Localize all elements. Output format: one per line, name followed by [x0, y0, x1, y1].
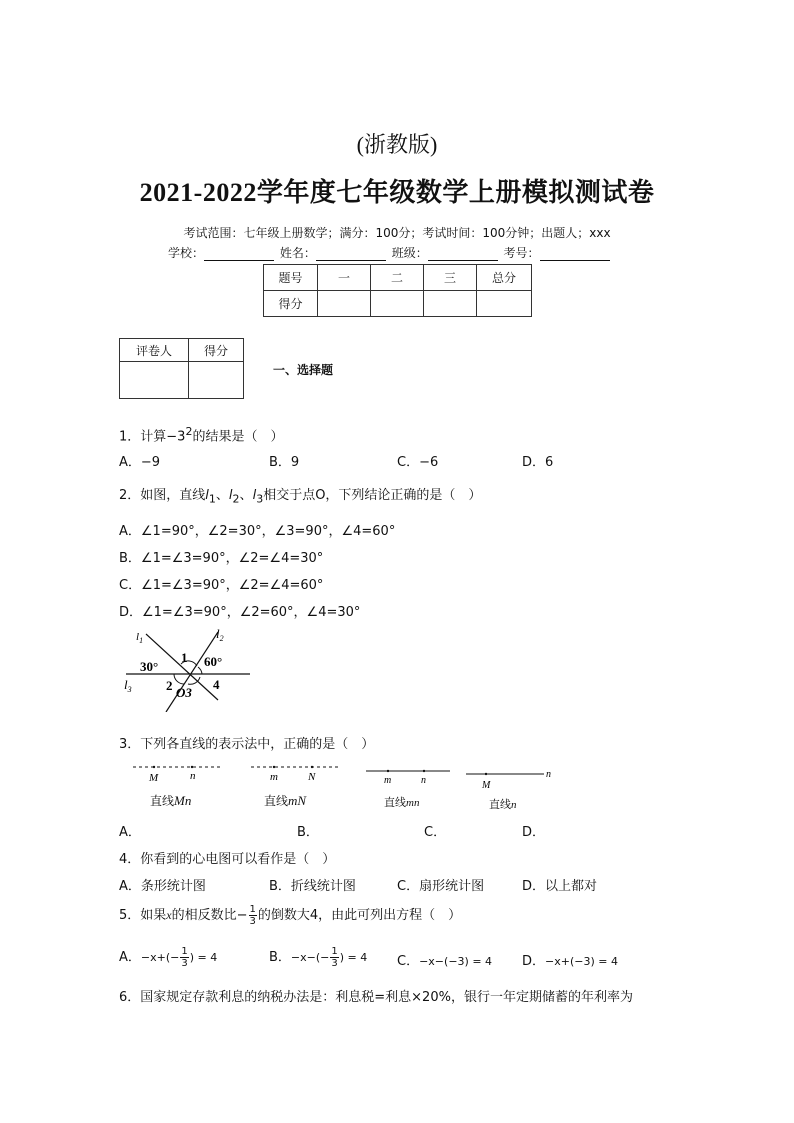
label-l1: $l_1$	[136, 631, 144, 645]
reviewer-cell[interactable]	[120, 362, 189, 399]
q4-option-b[interactable]: B．折线统计图	[269, 879, 356, 894]
angle-arc	[174, 674, 184, 684]
score-header-cell: 三	[424, 265, 477, 291]
line-l2	[166, 632, 218, 712]
score-header-cell: 二	[371, 265, 424, 291]
question-2	[119, 484, 481, 506]
q5-option-a[interactable]: A．−x+(− $\frac{1}{3}$ ) = 4	[119, 946, 218, 969]
q1-expr: −3	[166, 429, 186, 445]
angle-60-label: 60°	[204, 654, 223, 669]
class-label: 班级：	[391, 246, 428, 260]
q4-option-c[interactable]: C．扇形统计图	[397, 879, 485, 894]
point	[153, 766, 155, 768]
point-label: n	[546, 769, 551, 780]
q2-sub-1: 1	[208, 492, 216, 506]
score-header-cell: 总分	[477, 265, 532, 291]
angle-4-label: 4	[213, 677, 220, 692]
score-row-label: 得分	[264, 291, 318, 317]
q5-stem-mid: 的相反数比	[171, 908, 237, 923]
angle-30-label: 30°	[140, 659, 159, 674]
q5-fraction: $\frac{1}{3}$	[249, 904, 256, 927]
q3-figure-a	[128, 760, 228, 784]
point	[191, 766, 193, 768]
question-3: 3．下列各直线的表示法中，正确的是（ ）	[119, 737, 375, 752]
reviewer-header: 评卷人	[120, 339, 189, 362]
exam-title: 2021-2022学年度七年级数学上册模拟测试卷	[139, 178, 655, 207]
student-info-fields	[168, 244, 610, 261]
score-cell[interactable]	[424, 291, 477, 317]
q1-stem-end: 的结果是（ ）	[192, 429, 284, 445]
reviewer-score-header: 得分	[189, 339, 244, 362]
q3-figure-b	[246, 760, 346, 784]
point	[485, 773, 487, 775]
point-label: m	[384, 775, 392, 786]
q1-option-b[interactable]: B．9	[269, 455, 300, 470]
score-cell[interactable]	[371, 291, 424, 317]
q1-option-d[interactable]: D．6	[522, 455, 554, 470]
point-label: N	[308, 771, 316, 783]
q3-caption-b: 直线mN	[264, 793, 307, 808]
point	[423, 770, 425, 772]
number-blank[interactable]	[540, 247, 610, 261]
label-l3: $l_3$	[124, 677, 132, 694]
q2-line-l1: l	[205, 488, 209, 503]
q1-option-c[interactable]: C．−6	[397, 455, 439, 470]
q2-stem: 2．如图，直线	[119, 488, 206, 503]
q3-figure-d	[464, 765, 559, 791]
q5-minus: −	[236, 908, 248, 923]
q2-option-d[interactable]: D．∠1=∠3=90°，∠2=60°，∠4=30°	[119, 605, 361, 620]
reviewer-score-cell[interactable]	[189, 362, 244, 399]
point-label: n	[421, 775, 426, 786]
score-header-cell: 题号	[264, 265, 318, 291]
q1-option-a[interactable]: A．−9	[119, 455, 161, 470]
angle-arc	[198, 667, 202, 674]
q2-line-l3: l	[252, 488, 257, 503]
q2-intersecting-lines-figure	[118, 622, 258, 712]
school-blank[interactable]	[204, 247, 274, 261]
q2-option-b[interactable]: B．∠1=∠3=90°，∠2=∠4=30°	[119, 551, 324, 566]
angle-2-label: 2	[166, 678, 173, 693]
number-label: 考号：	[503, 246, 540, 260]
q1-exponent: 2	[185, 425, 193, 438]
question-5	[119, 904, 461, 927]
q2-sep: 、	[215, 488, 229, 503]
score-cell[interactable]	[318, 291, 371, 317]
q3-option-c[interactable]: C．	[424, 825, 447, 840]
q3-caption-c: 直线mn	[384, 796, 420, 809]
school-label: 学校：	[168, 246, 205, 260]
q5-stem: 5．如果	[119, 908, 167, 923]
q5-variable: x	[166, 908, 172, 922]
q3-caption-d: 直线n	[489, 798, 517, 811]
point-o-angle-3-label: O3	[176, 685, 192, 700]
question-6: 6．国家规定存款利息的纳税办法是：利息税=利息×20%，银行一年定期储蓄的年利率为	[119, 990, 633, 1005]
q4-option-d[interactable]: D．以上都对	[522, 879, 598, 894]
name-blank[interactable]	[316, 247, 386, 261]
q2-stem-end: 相交于点O，下列结论正确的是（ ）	[263, 488, 482, 503]
q2-sub-2: 2	[232, 492, 240, 506]
label-l2: $l_2$	[216, 626, 224, 643]
exam-meta: 考试范围：七年级上册数学；满分：100分；考试时间：100分钟；出题人；xxx	[183, 226, 611, 240]
edition-label: (浙教版)	[356, 132, 438, 157]
score-cell[interactable]	[477, 291, 532, 317]
q3-option-d[interactable]: D．	[522, 825, 546, 840]
q3-option-b[interactable]: B．	[297, 825, 319, 840]
question-1	[119, 425, 283, 444]
q5-stem-end: 的倒数大4，由此可列出方程（ ）	[257, 908, 462, 923]
q3-caption-a: 直线Mn	[150, 793, 192, 808]
point-label: M	[482, 780, 491, 791]
q5-option-d[interactable]: D．−x+(−3) = 4	[522, 954, 618, 969]
section-title: 一、选择题	[273, 363, 334, 377]
q2-option-c[interactable]: C．∠1=∠3=90°，∠2=∠4=60°	[119, 578, 324, 593]
q2-sub-3: 3	[256, 492, 264, 506]
q2-sep: 、	[239, 488, 253, 503]
score-header-cell: 一	[318, 265, 371, 291]
name-label: 姓名：	[279, 246, 316, 260]
q5-option-c[interactable]: C．−x−(−3) = 4	[397, 954, 493, 969]
point	[311, 766, 313, 768]
q2-option-a[interactable]: A．∠1=90°，∠2=30°，∠3=90°，∠4=60°	[119, 524, 396, 539]
question-4: 4．你看到的心电图可以看作是（ ）	[119, 852, 336, 867]
q2-line-l2: l	[228, 488, 233, 503]
point-label: M	[149, 772, 159, 784]
point	[387, 770, 389, 772]
class-blank[interactable]	[428, 247, 498, 261]
point-label: n	[190, 770, 196, 782]
q4-option-a[interactable]: A．条形统计图	[119, 879, 206, 894]
q3-option-a[interactable]: A．	[119, 825, 141, 840]
q5-option-b[interactable]: B．−x−(− $\frac{1}{3}$ ) = 4	[269, 946, 368, 969]
point-label: m	[270, 771, 278, 783]
score-table	[263, 264, 532, 317]
reviewer-table	[119, 338, 244, 399]
angle-1-label: 1	[181, 650, 188, 665]
point	[273, 766, 275, 768]
q1-stem: 1．计算	[119, 429, 167, 445]
q3-figure-c	[364, 764, 454, 788]
